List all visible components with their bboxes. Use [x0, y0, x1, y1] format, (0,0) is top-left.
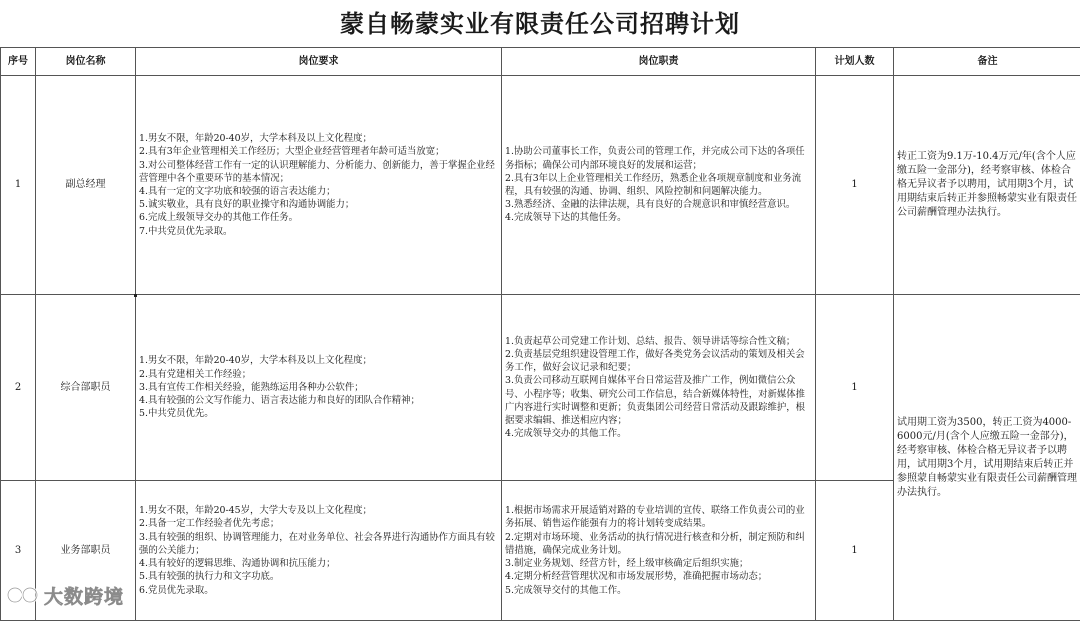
requirement-item: 1.男女不限，年龄20-40岁，大学本科及以上文化程度； [139, 132, 498, 145]
note-cell[interactable]: 转正工资为9.1万-10.4万元/年(含个人应缴五险一金部分)，经考察审核、体检合格无异议者予以聘用，试用期3个月，试用期结束后转正并参照畅蒙实业有限责任公司薪酬管理办法执行。 [894, 76, 1080, 295]
header-position[interactable]: 岗位名称 [36, 48, 136, 76]
duties-cell[interactable] [502, 295, 816, 481]
seq-cell[interactable]: 1 [1, 76, 36, 295]
duty-item: 4.完成领导交办的其他工作。 [505, 427, 812, 440]
requirements-cell[interactable] [136, 76, 502, 295]
duty-item: 3.熟悉经济、金融的法律法规，具有良好的合规意识和审慎经营意识。 [505, 198, 812, 211]
requirement-item: 5.中共党员优先。 [139, 407, 498, 420]
page-title: 蒙自畅蒙实业有限责任公司招聘计划 [0, 0, 1080, 48]
requirement-item: 4.具有较强的公文写作能力、语言表达能力和良好的团队合作精神； [139, 394, 498, 407]
duty-item: 1.协助公司董事长工作，负责公司的管理工作，并完成公司下达的各项任务指标；确保公司内部环境良好的发展和运营； [505, 145, 812, 171]
position-cell[interactable]: 业务部职员 [36, 481, 136, 621]
requirement-item: 3.具有较强的组织、协调管理能力，在对业务单位、社会各界进行沟通协作方面具有较强的公关能力； [139, 531, 498, 557]
duties-cell[interactable] [502, 481, 816, 621]
requirement-item: 1.男女不限，年龄20-40岁，大学本科及以上文化程度； [139, 354, 498, 367]
note-cell-merged[interactable]: 试用期工资为3500，转正工资为4000-6000元/月(含个人应缴五险一金部分)，经考察审核、体检合格无异议者予以聘用，试用期3个月，试用期结束后转正并参照蒙自畅蒙实业有限责任公司薪酬管理办法执行。 [894, 295, 1080, 621]
requirement-item: 4.具有较好的逻辑思维、沟通协调和抗压能力； [139, 557, 498, 570]
requirement-item: 4.具有一定的文字功底和较强的语言表达能力； [139, 185, 498, 198]
count-cell[interactable]: 1 [816, 481, 894, 621]
table-row [1, 295, 1080, 481]
requirements-cell[interactable] [136, 295, 502, 481]
watermark-text: 大数跨境 [44, 582, 124, 609]
duty-item: 4.完成领导下达的其他任务。 [505, 211, 812, 224]
header-seq[interactable]: 序号 [1, 48, 36, 76]
duty-item: 3.制定业务规划、经营方针，经上级审核确定后组织实施； [505, 557, 812, 570]
table-row [1, 76, 1080, 295]
requirement-item: 5.具有较强的执行力和文字功底。 [139, 570, 498, 583]
seq-cell[interactable]: 2 [1, 295, 36, 481]
duty-item: 5.完成领导交付的其他工作。 [505, 584, 812, 597]
position-cell[interactable]: 综合部职员 [36, 295, 136, 481]
requirement-item: 2.具备一定工作经验者优先考虑； [139, 517, 498, 530]
duties-cell[interactable] [502, 76, 816, 295]
duty-item: 1.负责起草公司党建工作计划、总结、报告、领导讲话等综合性文稿； [505, 335, 812, 348]
requirement-item: 3.对公司整体经营工作有一定的认识理解能力、分析能力、创新能力，善于掌握企业经营管理中各个重要环节的基本情况； [139, 159, 498, 185]
requirement-item: 6.党员优先录取。 [139, 584, 498, 597]
duty-item: 1.根据市场需求开展适销对路的专业培训的宣传、联络工作负责公司的业务拓展、销售运作能强有力的将计划转变成结果。 [505, 504, 812, 530]
requirement-item: 3.具有宣传工作相关经验，能熟练运用各种办公软件； [139, 381, 498, 394]
requirement-item: 6.完成上级领导交办的其他工作任务。 [139, 211, 498, 224]
duty-item: 2.定期对市场环境、业务活动的执行情况进行核查和分析，制定预防和纠错措施，确保完成业务计划。 [505, 531, 812, 557]
requirements-cell[interactable] [136, 481, 502, 621]
count-cell[interactable]: 1 [816, 76, 894, 295]
header-duties[interactable]: 岗位职责 [502, 48, 816, 76]
requirement-item: 2.具有党建相关工作经验； [139, 368, 498, 381]
count-cell[interactable]: 1 [816, 295, 894, 481]
header-row [1, 48, 1080, 76]
watermark [6, 580, 124, 610]
duty-item: 2.具有3年以上企业管理相关工作经历，熟悉企业各项规章制度和业务流程，具有较强的沟通、协调、组织、风险控制和问题解决能力。 [505, 172, 812, 198]
requirement-item: 2.具有3年企业管理相关工作经历；大型企业经营管理者年龄可适当放宽； [139, 145, 498, 158]
requirement-item: 5.诚实敬业，具有良好的职业操守和沟通协调能力； [139, 198, 498, 211]
watermark-logo-icon [6, 584, 40, 606]
header-count[interactable]: 计划人数 [816, 48, 894, 76]
duty-item: 4.定期分析经营管理状况和市场发展形势，准确把握市场动态； [505, 570, 812, 583]
position-cell[interactable]: 副总经理 [36, 76, 136, 295]
recruitment-table [0, 47, 1080, 621]
seq-cell[interactable]: 3 [1, 481, 36, 621]
cell-cursor-mark [134, 294, 137, 297]
header-note[interactable]: 备注 [894, 48, 1080, 76]
requirement-item: 1.男女不限，年龄20-45岁，大学大专及以上文化程度； [139, 504, 498, 517]
requirement-item: 7.中共党员优先录取。 [139, 225, 498, 238]
duty-item: 3.负责公司移动互联网自媒体平台日常运营及推广工作，例如微信公众号、小程序等；收集、研究公司工作信息，结合新媒体特性，对新媒体推广内容进行实时调整和更新；负责集团公司经营日常活动及跟踪维护，根据要求编辑、推送相应内容； [505, 374, 812, 427]
header-requirements[interactable]: 岗位要求 [136, 48, 502, 76]
duty-item: 2.负责基层党组织建设管理工作，做好各类党务会议活动的策划及相关会务工作，做好会议记录和纪要； [505, 348, 812, 374]
